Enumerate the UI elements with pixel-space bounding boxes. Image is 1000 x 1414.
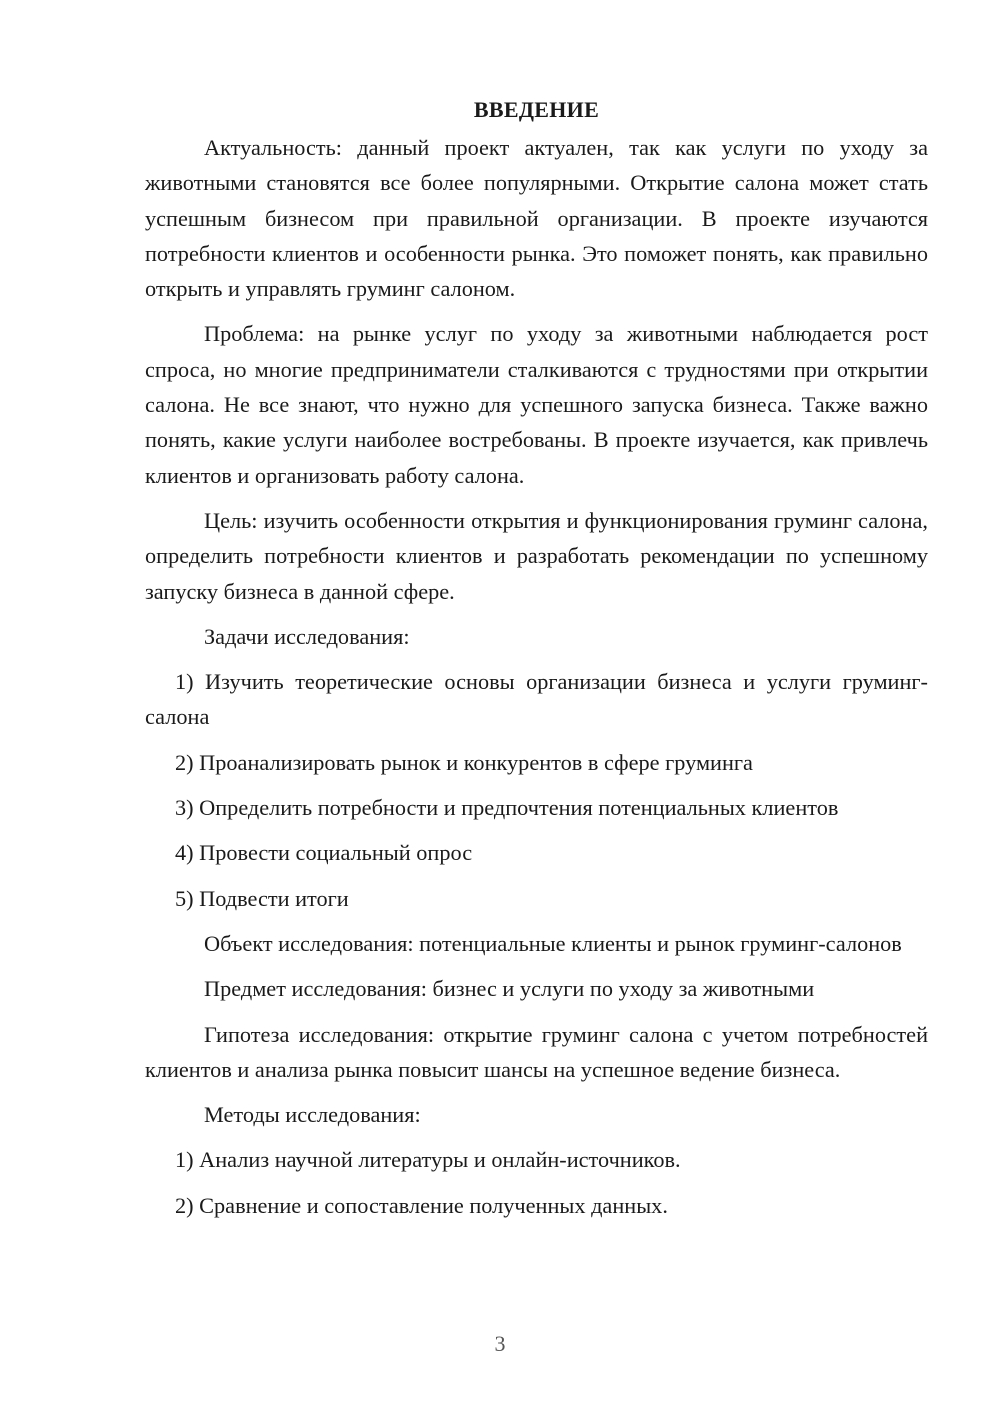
tasks-heading: Задачи исследования: [204, 623, 410, 649]
method-item-2: 2) Сравнение и сопоставление полученных данных. [175, 1192, 668, 1218]
subject-paragraph: Предмет исследования: бизнес и услуги по уходу за животными [204, 976, 815, 1002]
task-item-3: 3) Определить потребности и предпочтения потенциальных клиентов [175, 795, 839, 821]
problem-paragraph: Проблема: на рынке услуг по уходу за животными наблюдается рост спроса, но многие предприниматели сталкиваются с трудностями при открытии салона. Не все знают, что нужно для успешного запуска бизнеса. Также важно понять, какие услуги наиболее востребованы. В проекте изучается, как привлечь клиентов и организовать работу салона. [145, 321, 928, 488]
document-page [145, 92, 928, 1233]
task-item-5: 5) Подвести итоги [175, 885, 349, 911]
task-item-2: 2) Проанализировать рынок и конкурентов в сфере груминга [175, 749, 753, 775]
page-number: 3 [494, 1331, 506, 1356]
task-item-4: 4) Провести социальный опрос [175, 840, 473, 866]
hypothesis-paragraph: Гипотеза исследования: открытие груминг салона с учетом потребностей клиентов и анализа рынка повысит шансы на успешное ведение бизнеса. [145, 1021, 928, 1082]
task-item-1: 1) Изучить теоретические основы организации бизнеса и услуги груминг-салона [145, 669, 928, 730]
object-paragraph: Объект исследования: потенциальные клиенты и рынок груминг-салонов [204, 930, 902, 956]
relevance-paragraph: Актуальность: данный проект актуален, так как услуги по уходу за животными становятся все более популярными. Открытие салона может стать успешным бизнесом при правильной организации. В проекте изучаются потребности клиентов и особенности рынка. Это поможет понять, как правильно открыть и управлять груминг салоном. [145, 135, 928, 302]
goal-paragraph: Цель: изучить особенности открытия и функционирования груминг салона, определить потребности клиентов и разработать рекомендации по успешному запуску бизнеса в данной сфере. [145, 507, 928, 604]
method-item-1: 1) Анализ научной литературы и онлайн-источников. [175, 1147, 681, 1173]
section-title: ВВЕДЕНИЕ [473, 97, 600, 122]
methods-heading: Методы исследования: [204, 1102, 421, 1128]
